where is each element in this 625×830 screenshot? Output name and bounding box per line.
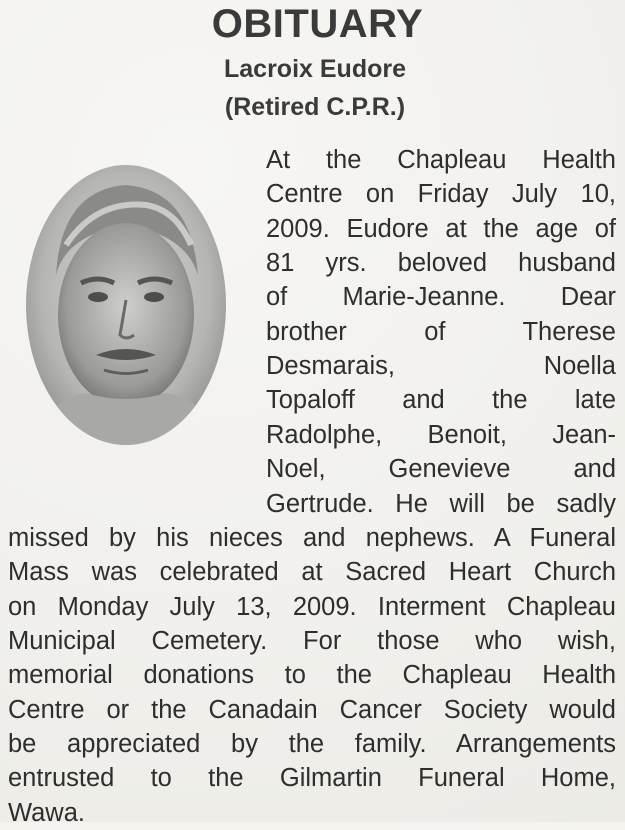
body-line: memorial donations to the Chapleau Health xyxy=(8,661,616,690)
portrait-photo xyxy=(26,165,226,445)
body-line: 81 yrs. beloved husband xyxy=(266,249,616,278)
body-line: Radolphe, Benoit, Jean- xyxy=(266,420,616,449)
body-line: Centre or the Canadain Cancer Society would xyxy=(8,695,616,724)
retired-subtitle: (Retired C.P.R.) xyxy=(224,93,406,121)
body-line: Mass was celebrated at Sacred Heart Church xyxy=(8,558,616,587)
body-line: missed by his nieces and nephews. A Funeral xyxy=(8,523,616,552)
page-title: OBITUARY xyxy=(211,2,424,46)
body-line: entrusted to the Gilmartin Funeral Home, xyxy=(8,764,616,793)
body-line: Municipal Cemetery. For those who wish, xyxy=(8,626,616,655)
body-line: Centre on Friday July 10, xyxy=(266,180,616,209)
body-line: Desmarais, Noella xyxy=(266,352,616,381)
body-line: At the Chapleau Health xyxy=(266,146,616,174)
body-line: brother of Therese xyxy=(266,317,616,346)
body-line: Gertrude. He will be sadly xyxy=(266,489,616,518)
body-line: 2009. Eudore at the age of xyxy=(266,214,616,243)
body-line: Noel, Genevieve and xyxy=(266,455,616,484)
deceased-name: Lacroix Eudore xyxy=(224,55,406,83)
body-line: Wawa. xyxy=(8,798,85,827)
body-line: be appreciated by the family. Arrangements xyxy=(8,729,616,758)
body-line: on Monday July 13, 2009. Interment Chapleau xyxy=(8,592,616,621)
body-line: of Marie-Jeanne. Dear xyxy=(266,283,616,312)
body-line: Topaloff and the late xyxy=(266,386,616,415)
